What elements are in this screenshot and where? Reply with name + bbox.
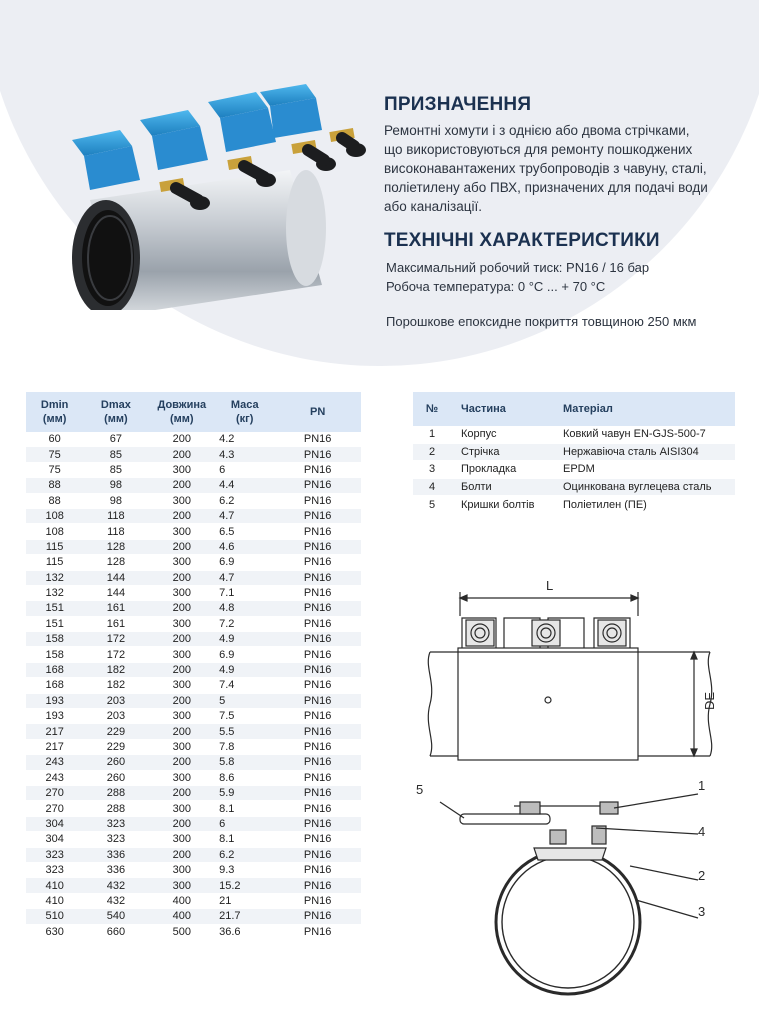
size-cell: 85 — [83, 447, 148, 462]
header-number: № — [413, 392, 451, 426]
size-cell: 4.6 — [215, 539, 274, 554]
size-cell: 7.5 — [215, 709, 274, 724]
materials-table — [413, 392, 735, 514]
size-row — [26, 616, 361, 631]
size-cell: 98 — [83, 478, 148, 493]
header-dmin: Dmin (мм) — [26, 392, 83, 432]
size-row — [26, 432, 361, 447]
size-cell: 300 — [149, 678, 216, 693]
size-cell: 15.2 — [215, 878, 274, 893]
size-cell: 217 — [26, 739, 83, 754]
size-cell: 203 — [83, 693, 148, 708]
size-cell: PN16 — [274, 432, 361, 447]
size-cell: 118 — [83, 508, 148, 523]
size-cell: 300 — [149, 739, 216, 754]
size-cell: 6.2 — [215, 493, 274, 508]
size-cell: 4.4 — [215, 478, 274, 493]
size-cell: 203 — [83, 709, 148, 724]
size-cell: 158 — [26, 647, 83, 662]
size-cell: 243 — [26, 770, 83, 785]
size-cell: PN16 — [274, 801, 361, 816]
size-row — [26, 893, 361, 908]
size-cell: 132 — [26, 585, 83, 600]
size-cell: 6.2 — [215, 847, 274, 862]
size-cell: 75 — [26, 462, 83, 477]
size-cell: 108 — [26, 508, 83, 523]
size-cell: 6.9 — [215, 555, 274, 570]
size-cell: PN16 — [274, 647, 361, 662]
size-cell: 300 — [149, 709, 216, 724]
size-row — [26, 862, 361, 877]
purpose-line: або каналізації. — [384, 199, 482, 214]
size-cell: 400 — [149, 893, 216, 908]
size-cell: 510 — [26, 909, 83, 924]
size-cell: 500 — [149, 924, 216, 939]
size-row — [26, 709, 361, 724]
size-cell: 151 — [26, 616, 83, 631]
size-cell: 36.6 — [215, 924, 274, 939]
size-row — [26, 724, 361, 739]
size-cell: 304 — [26, 832, 83, 847]
material-cell: 2 — [413, 443, 451, 461]
size-row — [26, 462, 361, 477]
purpose-line: високонавантажених трубопроводів з чавуну, сталі, — [384, 161, 707, 176]
size-cell: PN16 — [274, 770, 361, 785]
size-cell: PN16 — [274, 709, 361, 724]
size-row — [26, 632, 361, 647]
size-cell: 21 — [215, 893, 274, 908]
size-row — [26, 570, 361, 585]
header-material: Матеріал — [555, 392, 735, 426]
size-cell: PN16 — [274, 508, 361, 523]
size-cell: 229 — [83, 739, 148, 754]
size-cell: PN16 — [274, 447, 361, 462]
size-row — [26, 816, 361, 831]
size-cell: PN16 — [274, 570, 361, 585]
size-cell: 172 — [83, 647, 148, 662]
size-cell: 6.9 — [215, 647, 274, 662]
size-row — [26, 647, 361, 662]
material-row — [413, 443, 735, 461]
material-row — [413, 461, 735, 479]
size-cell: PN16 — [274, 847, 361, 862]
size-cell: 8.1 — [215, 801, 274, 816]
size-cell: 5.5 — [215, 724, 274, 739]
size-cell: 300 — [149, 878, 216, 893]
header-dmax: Dmax (мм) — [83, 392, 148, 432]
size-row — [26, 539, 361, 554]
purpose-title: ПРИЗНАЧЕННЯ — [384, 94, 532, 115]
size-cell: 200 — [149, 539, 216, 554]
size-row — [26, 555, 361, 570]
materials-table-header — [413, 392, 735, 426]
size-row — [26, 909, 361, 924]
material-row — [413, 478, 735, 496]
size-cell: 200 — [149, 478, 216, 493]
size-cell: 9.3 — [215, 862, 274, 877]
sizes-table-header — [26, 392, 361, 432]
size-cell: 200 — [149, 570, 216, 585]
size-cell: 144 — [83, 570, 148, 585]
size-row — [26, 678, 361, 693]
callout-4: 4 — [698, 824, 706, 839]
size-cell: 115 — [26, 555, 83, 570]
size-cell: 323 — [83, 816, 148, 831]
size-cell: 7.1 — [215, 585, 274, 600]
header-pn: PN — [274, 392, 361, 432]
size-cell: 336 — [83, 847, 148, 862]
specs-title: ТЕХНІЧНІ ХАРАКТЕРИСТИКИ — [384, 230, 660, 251]
callout-5: 5 — [416, 782, 424, 797]
size-cell: PN16 — [274, 816, 361, 831]
material-cell: Поліетилен (ПЕ) — [555, 496, 735, 514]
size-cell: 200 — [149, 724, 216, 739]
size-cell: 151 — [26, 601, 83, 616]
length-label: L — [546, 578, 554, 593]
size-cell: 193 — [26, 693, 83, 708]
material-cell: Ковкий чавун EN-GJS-500-7 — [555, 426, 735, 443]
size-cell: 4.7 — [215, 570, 274, 585]
size-cell: 300 — [149, 585, 216, 600]
size-cell: 260 — [83, 755, 148, 770]
material-row — [413, 496, 735, 514]
callout-1: 1 — [698, 778, 706, 793]
purpose-line: що використовуються для ремонту пошкоджених — [384, 142, 693, 157]
size-cell: 200 — [149, 508, 216, 523]
material-cell: 4 — [413, 478, 451, 496]
size-cell: 168 — [26, 662, 83, 677]
size-cell: 5.8 — [215, 755, 274, 770]
size-row — [26, 739, 361, 754]
size-row — [26, 785, 361, 800]
size-cell: 200 — [149, 662, 216, 677]
size-cell: 300 — [149, 832, 216, 847]
material-cell: 3 — [413, 461, 451, 479]
size-cell: 6 — [215, 816, 274, 831]
technical-drawing — [400, 570, 740, 1010]
size-cell: 8.6 — [215, 770, 274, 785]
size-cell: 8.1 — [215, 832, 274, 847]
size-cell: 128 — [83, 555, 148, 570]
header-mass: Маса (кг) — [215, 392, 274, 432]
size-cell: 300 — [149, 493, 216, 508]
size-cell: 4.7 — [215, 508, 274, 523]
size-cell: 229 — [83, 724, 148, 739]
size-cell: 200 — [149, 601, 216, 616]
header-part: Частина — [451, 392, 555, 426]
spec-temperature: Робоча температура: 0 °С ... + 70 °С — [386, 279, 606, 294]
size-cell: PN16 — [274, 693, 361, 708]
size-row — [26, 755, 361, 770]
size-cell: 7.8 — [215, 739, 274, 754]
size-cell: 200 — [149, 785, 216, 800]
size-row — [26, 770, 361, 785]
size-cell: 217 — [26, 724, 83, 739]
material-row — [413, 426, 735, 443]
size-cell: 161 — [83, 616, 148, 631]
size-cell: 410 — [26, 878, 83, 893]
size-cell: 243 — [26, 755, 83, 770]
size-cell: 158 — [26, 632, 83, 647]
spec-pressure: Максимальний робочий тиск: PN16 / 16 бар — [386, 260, 650, 275]
size-cell: PN16 — [274, 662, 361, 677]
size-cell: PN16 — [274, 585, 361, 600]
size-cell: PN16 — [274, 462, 361, 477]
callout-3: 3 — [698, 904, 706, 919]
material-cell: Оцинкована вуглецева сталь — [555, 478, 735, 496]
size-cell: 132 — [26, 570, 83, 585]
size-cell: 300 — [149, 862, 216, 877]
size-cell: 168 — [26, 678, 83, 693]
size-cell: 300 — [149, 524, 216, 539]
material-cell: Болти — [451, 478, 555, 496]
size-cell: 323 — [26, 862, 83, 877]
size-row — [26, 693, 361, 708]
size-cell: PN16 — [274, 862, 361, 877]
size-cell: 300 — [149, 616, 216, 631]
size-cell: 300 — [149, 647, 216, 662]
size-row — [26, 801, 361, 816]
size-cell: 67 — [83, 432, 148, 447]
size-row — [26, 585, 361, 600]
size-cell: PN16 — [274, 785, 361, 800]
repair-clamp-image — [60, 80, 380, 310]
size-cell: PN16 — [274, 678, 361, 693]
size-cell: PN16 — [274, 616, 361, 631]
size-cell: 200 — [149, 693, 216, 708]
size-cell: 193 — [26, 709, 83, 724]
size-cell: PN16 — [274, 893, 361, 908]
size-cell: 6 — [215, 462, 274, 477]
size-row — [26, 478, 361, 493]
size-cell: 270 — [26, 801, 83, 816]
size-cell: 75 — [26, 447, 83, 462]
size-cell: 4.2 — [215, 432, 274, 447]
size-cell: 300 — [149, 555, 216, 570]
size-cell: 88 — [26, 493, 83, 508]
size-row — [26, 662, 361, 677]
material-cell: 1 — [413, 426, 451, 443]
size-cell: 161 — [83, 601, 148, 616]
size-cell: PN16 — [274, 724, 361, 739]
size-cell: 300 — [149, 462, 216, 477]
size-cell: PN16 — [274, 909, 361, 924]
sizes-table — [26, 392, 361, 940]
purpose-line: Ремонтні хомути і з однією або двома стрічками, — [384, 123, 690, 138]
size-cell: 4.9 — [215, 662, 274, 677]
size-cell: PN16 — [274, 924, 361, 939]
size-cell: 200 — [149, 847, 216, 862]
size-row — [26, 508, 361, 523]
size-cell: 400 — [149, 909, 216, 924]
size-cell: 128 — [83, 539, 148, 554]
size-cell: 115 — [26, 539, 83, 554]
size-cell: 304 — [26, 816, 83, 831]
spec-coating: Порошкове епоксидне покриття товщиною 250 мкм — [386, 314, 697, 329]
callout-2: 2 — [698, 868, 706, 883]
size-cell: 7.4 — [215, 678, 274, 693]
material-cell: Корпус — [451, 426, 555, 443]
size-cell: 200 — [149, 447, 216, 462]
size-cell: 182 — [83, 662, 148, 677]
size-cell: 4.3 — [215, 447, 274, 462]
size-cell: PN16 — [274, 739, 361, 754]
size-cell: 6.5 — [215, 524, 274, 539]
size-cell: 540 — [83, 909, 148, 924]
size-cell: 630 — [26, 924, 83, 939]
size-cell: 21.7 — [215, 909, 274, 924]
size-cell: 98 — [83, 493, 148, 508]
size-row — [26, 924, 361, 939]
size-cell: 4.8 — [215, 601, 274, 616]
size-cell: 288 — [83, 801, 148, 816]
purpose-line: поліетилену або ПВХ, призначених для подачі води — [384, 180, 708, 195]
material-cell: Прокладка — [451, 461, 555, 479]
size-cell: 5 — [215, 693, 274, 708]
size-cell: 4.9 — [215, 632, 274, 647]
size-cell: 88 — [26, 478, 83, 493]
size-cell: 410 — [26, 893, 83, 908]
size-cell: 200 — [149, 632, 216, 647]
size-cell: 323 — [26, 847, 83, 862]
header-length: Довжина (мм) — [149, 392, 216, 432]
size-row — [26, 878, 361, 893]
material-cell: Кришки болтів — [451, 496, 555, 514]
size-row — [26, 447, 361, 462]
size-row — [26, 524, 361, 539]
size-cell: PN16 — [274, 555, 361, 570]
size-cell: 118 — [83, 524, 148, 539]
diameter-label: DE — [702, 691, 717, 710]
size-cell: 108 — [26, 524, 83, 539]
material-cell: Нержавіюча сталь AISI304 — [555, 443, 735, 461]
size-cell: PN16 — [274, 478, 361, 493]
size-cell: 260 — [83, 770, 148, 785]
size-cell: 323 — [83, 832, 148, 847]
size-row — [26, 601, 361, 616]
size-cell: 7.2 — [215, 616, 274, 631]
size-cell: PN16 — [274, 524, 361, 539]
size-cell: PN16 — [274, 632, 361, 647]
material-cell: Стрічка — [451, 443, 555, 461]
size-cell: PN16 — [274, 539, 361, 554]
material-cell: 5 — [413, 496, 451, 514]
size-cell: PN16 — [274, 755, 361, 770]
size-cell: PN16 — [274, 832, 361, 847]
size-cell: 144 — [83, 585, 148, 600]
size-cell: 660 — [83, 924, 148, 939]
size-cell: PN16 — [274, 878, 361, 893]
size-row — [26, 847, 361, 862]
purpose-text — [384, 121, 744, 216]
size-cell: 200 — [149, 816, 216, 831]
size-cell: 200 — [149, 432, 216, 447]
size-cell: 300 — [149, 801, 216, 816]
size-cell: 5.9 — [215, 785, 274, 800]
hero-section — [0, 0, 759, 366]
size-cell: 172 — [83, 632, 148, 647]
size-cell: 288 — [83, 785, 148, 800]
size-cell: 85 — [83, 462, 148, 477]
size-cell: 336 — [83, 862, 148, 877]
size-cell: 60 — [26, 432, 83, 447]
size-cell: 300 — [149, 770, 216, 785]
size-row — [26, 832, 361, 847]
material-cell: EPDM — [555, 461, 735, 479]
size-row — [26, 493, 361, 508]
size-cell: PN16 — [274, 601, 361, 616]
size-cell: 182 — [83, 678, 148, 693]
size-cell: 270 — [26, 785, 83, 800]
size-cell: PN16 — [274, 493, 361, 508]
size-cell: 200 — [149, 755, 216, 770]
size-cell: 432 — [83, 878, 148, 893]
size-cell: 432 — [83, 893, 148, 908]
